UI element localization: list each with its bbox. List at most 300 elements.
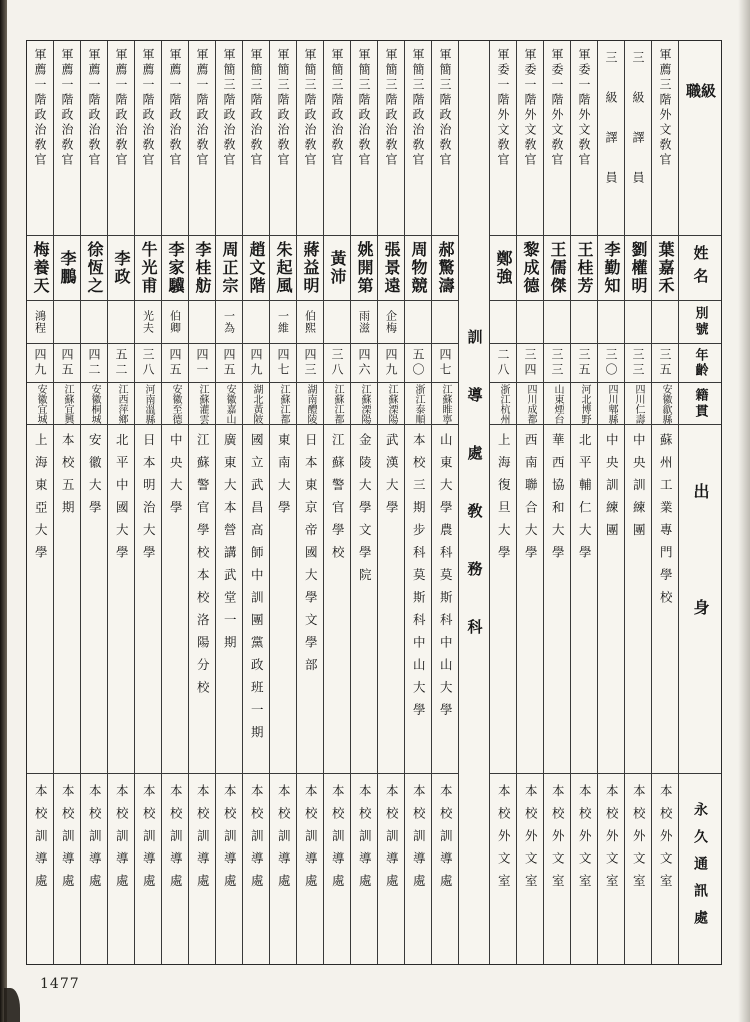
origin-cell [270, 425, 296, 774]
rank-text: 軍委一階外文敎官 [550, 48, 564, 168]
origin-cell [378, 425, 404, 774]
address-cell [432, 774, 458, 964]
native-place-cell [135, 383, 161, 425]
rank-cell [297, 41, 323, 236]
native-place-cell [571, 383, 597, 425]
rank-text: 三級譯員 [631, 51, 645, 211]
rank-text: 軍簡三階政治敎官 [222, 48, 236, 168]
origin-text: 中央訓練團 [631, 433, 647, 546]
person-column [27, 41, 54, 964]
alias-cell [189, 301, 215, 344]
address-text: 本校訓導處 [222, 784, 238, 897]
person-name: 李家驥 [166, 241, 185, 295]
age-cell [54, 344, 80, 383]
rank-text: 軍薦三階外文敎官 [658, 48, 672, 168]
address-text: 本校訓導處 [438, 784, 454, 897]
rank-cell [162, 41, 188, 236]
origin-cell [108, 425, 134, 774]
alias-cell [270, 301, 296, 344]
name-cell [81, 236, 107, 301]
age-text: 四五 [222, 348, 236, 378]
native-place-text: 安徽宜城 [35, 383, 46, 424]
person-name: 葉嘉禾 [656, 241, 675, 295]
origin-text: 國立武昌高師中訓團黨政班一期 [249, 433, 265, 748]
alias-cell [432, 301, 458, 344]
native-place-cell [517, 383, 543, 425]
native-place-cell [598, 383, 624, 425]
age-cell [490, 344, 516, 383]
person-column [378, 41, 405, 964]
alias-cell [243, 301, 269, 344]
person-column [216, 41, 243, 964]
alias-cell [625, 301, 651, 344]
person-column [162, 41, 189, 964]
address-text: 本校訓導處 [330, 784, 346, 897]
native-place-cell [81, 383, 107, 425]
person-column [405, 41, 432, 964]
rank-text: 軍委一階外文敎官 [523, 48, 537, 168]
name-cell [351, 236, 377, 301]
rank-cell [54, 41, 80, 236]
address-cell [517, 774, 543, 964]
alias-cell [108, 301, 134, 344]
address-text: 本校訓導處 [141, 784, 157, 897]
person-name: 周正宗 [220, 241, 239, 295]
alias-header-label: 別號 [692, 306, 708, 338]
native-place-text: 江蘇江都 [332, 383, 343, 424]
origin-text: 東南大學 [276, 433, 292, 523]
person-column [189, 41, 216, 964]
native-place-cell [189, 383, 215, 425]
origin-cell [54, 425, 80, 774]
native-place-text: 安徽嘉山 [224, 383, 235, 424]
origin-text: 日本明治大學 [141, 433, 157, 568]
rank-text: 軍薦一階政治敎官 [114, 48, 128, 168]
age-cell [517, 344, 543, 383]
person-name: 張景遠 [382, 241, 401, 295]
rank-text: 軍薦一階政治敎官 [141, 48, 155, 168]
alias-text: 一維 [276, 310, 290, 334]
person-column [108, 41, 135, 964]
header-label-column [679, 41, 721, 964]
address-text: 本校外文室 [496, 784, 512, 897]
age-cell [270, 344, 296, 383]
alias-cell [54, 301, 80, 344]
origin-text: 本校三期步科莫斯科中山大學 [411, 433, 427, 726]
person-name: 徐恆之 [85, 241, 104, 295]
rank-cell [27, 41, 53, 236]
origin-text: 蘇州工業專門學校 [658, 433, 674, 613]
alias-header-cell [679, 301, 721, 344]
name-cell [517, 236, 543, 301]
address-cell [81, 774, 107, 964]
address-text: 本校訓導處 [249, 784, 265, 897]
alias-cell [490, 301, 516, 344]
alias-cell [216, 301, 242, 344]
origin-text: 上海復旦大學 [496, 433, 512, 568]
alias-cell [135, 301, 161, 344]
age-text: 三〇 [604, 348, 618, 378]
person-column [625, 41, 652, 964]
person-column [571, 41, 598, 964]
native-place-text: 江蘇宜興 [62, 383, 73, 424]
origin-text: 中央大學 [168, 433, 184, 523]
name-cell [162, 236, 188, 301]
native-place-text: 江蘇江都 [278, 383, 289, 424]
address-cell [216, 774, 242, 964]
person-name: 周物競 [409, 241, 428, 295]
address-cell [189, 774, 215, 964]
rank-cell [324, 41, 350, 236]
native-place-cell [432, 383, 458, 425]
address-cell [598, 774, 624, 964]
origin-text: 北平中國大學 [114, 433, 130, 568]
alias-cell [351, 301, 377, 344]
name-cell [135, 236, 161, 301]
alias-cell [405, 301, 431, 344]
age-text: 三五 [658, 348, 672, 378]
origin-cell [243, 425, 269, 774]
alias-cell [378, 301, 404, 344]
origin-cell [324, 425, 350, 774]
rank-cell [81, 41, 107, 236]
age-cell [27, 344, 53, 383]
alias-cell [598, 301, 624, 344]
age-cell [625, 344, 651, 383]
person-column [243, 41, 270, 964]
person-column [270, 41, 297, 964]
native-place-text: 浙江杭州 [498, 383, 509, 424]
rank-text: 三級譯員 [604, 51, 618, 211]
address-text: 本校外文室 [604, 784, 620, 897]
origin-text: 本校五期 [60, 433, 76, 523]
age-text: 四五 [168, 348, 182, 378]
origin-text: 江蘇警官學校 [330, 433, 346, 568]
rank-cell [351, 41, 377, 236]
age-cell [135, 344, 161, 383]
age-header-label: 年齡 [692, 348, 708, 378]
native-place-cell [162, 383, 188, 425]
person-column [598, 41, 625, 964]
native-place-cell [297, 383, 323, 425]
rank-text: 軍簡三階政治敎官 [411, 48, 425, 168]
address-cell [490, 774, 516, 964]
address-cell [378, 774, 404, 964]
address-cell [270, 774, 296, 964]
address-text: 本校外文室 [550, 784, 566, 897]
origin-cell [135, 425, 161, 774]
rank-cell [216, 41, 242, 236]
name-cell [324, 236, 350, 301]
native-place-text: 四川成都 [525, 383, 536, 424]
age-text: 四七 [276, 348, 290, 378]
alias-text: 一為 [222, 310, 236, 334]
rank-text: 軍薦一階政治敎官 [87, 48, 101, 168]
native-place-cell [54, 383, 80, 425]
rank-header-label: 級職 [684, 83, 717, 168]
address-text: 本校外文室 [631, 784, 647, 897]
scan-corner-artifact [4, 988, 20, 1022]
name-cell [297, 236, 323, 301]
age-text: 四九 [249, 348, 263, 378]
alias-cell [297, 301, 323, 344]
alias-cell [571, 301, 597, 344]
age-text: 四九 [384, 348, 398, 378]
rank-text: 軍簡三階政治敎官 [249, 48, 263, 168]
address-text: 本校訓導處 [303, 784, 319, 897]
rank-cell [598, 41, 624, 236]
address-header-label: 永久通訊處 [692, 801, 708, 937]
rank-text: 軍薦一階政治敎官 [33, 48, 47, 168]
address-text: 本校外文室 [523, 784, 539, 897]
name-cell [625, 236, 651, 301]
person-name: 蔣益明 [301, 241, 320, 295]
address-cell [162, 774, 188, 964]
native-place-cell [216, 383, 242, 425]
age-cell [652, 344, 678, 383]
person-name: 黃沛 [328, 250, 347, 286]
age-cell [81, 344, 107, 383]
origin-cell [405, 425, 431, 774]
native-place-text: 江蘇睢寧 [440, 383, 451, 424]
address-text: 本校訓導處 [60, 784, 76, 897]
native-place-text: 江蘇溧陽 [386, 383, 397, 424]
age-text: 四二 [87, 348, 101, 378]
origin-cell [27, 425, 53, 774]
origin-cell [625, 425, 651, 774]
rank-cell [405, 41, 431, 236]
name-cell [571, 236, 597, 301]
origin-cell [517, 425, 543, 774]
name-cell [108, 236, 134, 301]
native-place-text: 浙江泰順 [413, 383, 424, 424]
age-cell [432, 344, 458, 383]
address-cell [108, 774, 134, 964]
person-column [81, 41, 108, 964]
age-text: 五〇 [411, 348, 425, 378]
alias-cell [27, 301, 53, 344]
rank-text: 軍薦一階政治敎官 [60, 48, 74, 168]
scan-edge-artifact [0, 0, 7, 1022]
name-cell [243, 236, 269, 301]
age-cell [351, 344, 377, 383]
address-cell [652, 774, 678, 964]
alias-cell [81, 301, 107, 344]
age-text: 三四 [523, 348, 537, 378]
person-column [432, 41, 459, 964]
address-header-cell [679, 774, 721, 964]
native-place-text: 湖北黃陂 [251, 383, 262, 424]
age-cell [378, 344, 404, 383]
rank-cell [270, 41, 296, 236]
native-place-cell [378, 383, 404, 425]
origin-cell [189, 425, 215, 774]
origin-text: 江蘇警官學校本校洛陽分校 [195, 433, 211, 703]
alias-cell [324, 301, 350, 344]
origin-text: 山東大學農科莫斯科中山大學 [438, 433, 454, 726]
origin-cell [297, 425, 323, 774]
origin-cell [544, 425, 570, 774]
origin-text: 華西協和大學 [550, 433, 566, 568]
alias-cell [544, 301, 570, 344]
origin-text: 武漢大學 [384, 433, 400, 523]
person-name: 王桂芳 [575, 241, 594, 295]
person-name: 黎成德 [521, 241, 540, 295]
native-place-cell [351, 383, 377, 425]
origin-header-label: 出身 [691, 483, 710, 715]
origin-text: 廣東大本營講武堂一期 [222, 433, 238, 658]
native-place-cell [108, 383, 134, 425]
rank-text: 軍簡三階政治敎官 [330, 48, 344, 168]
rank-cell [517, 41, 543, 236]
address-cell [405, 774, 431, 964]
native-place-text: 湖南醴陵 [305, 383, 316, 424]
address-cell [571, 774, 597, 964]
rank-cell [243, 41, 269, 236]
rank-cell [189, 41, 215, 236]
rank-cell [490, 41, 516, 236]
age-cell [297, 344, 323, 383]
person-column [490, 41, 517, 964]
native-place-cell [544, 383, 570, 425]
person-column [324, 41, 351, 964]
alias-cell [162, 301, 188, 344]
age-cell [571, 344, 597, 383]
address-text: 本校訓導處 [357, 784, 373, 897]
address-cell [135, 774, 161, 964]
address-text: 本校訓導處 [114, 784, 130, 897]
alias-text: 伯熙 [303, 310, 317, 334]
address-text: 本校訓導處 [33, 784, 49, 897]
native-place-cell [490, 383, 516, 425]
origin-cell [216, 425, 242, 774]
name-cell [270, 236, 296, 301]
address-text: 本校訓導處 [276, 784, 292, 897]
age-cell [243, 344, 269, 383]
person-name: 王儒傑 [548, 241, 567, 295]
native-place-text: 安徽歙縣 [660, 383, 671, 424]
section-label: 訓導處敎務科 [465, 328, 484, 677]
person-column [135, 41, 162, 964]
origin-text: 日本東京帝國大學文學部 [303, 433, 319, 681]
rank-cell [652, 41, 678, 236]
origin-cell [432, 425, 458, 774]
person-name: 郝驚濤 [436, 241, 455, 295]
native-place-header-cell [679, 383, 721, 425]
person-name: 李勤知 [602, 241, 621, 295]
rank-cell [544, 41, 570, 236]
age-cell [598, 344, 624, 383]
person-column [297, 41, 324, 964]
rank-text: 軍委一階外文敎官 [577, 48, 591, 168]
age-text: 四九 [33, 348, 47, 378]
name-cell [652, 236, 678, 301]
person-name: 姚開第 [355, 241, 374, 295]
native-place-cell [625, 383, 651, 425]
person-name: 李鵬 [58, 250, 77, 286]
address-text: 本校外文室 [658, 784, 674, 897]
age-text: 四三 [303, 348, 317, 378]
person-name: 梅養天 [31, 241, 50, 295]
age-text: 三八 [141, 348, 155, 378]
person-name: 朱起風 [274, 241, 293, 295]
rank-text: 軍簡三階政治敎官 [357, 48, 371, 168]
native-place-text: 江蘇溧陽 [359, 383, 370, 424]
person-column [54, 41, 81, 964]
origin-header-cell [679, 425, 721, 774]
origin-text: 安徽大學 [87, 433, 103, 523]
address-text: 本校訓導處 [168, 784, 184, 897]
native-place-text: 安徽桐城 [89, 383, 100, 424]
age-text: 三八 [330, 348, 344, 378]
native-place-text: 四川仁壽 [633, 383, 644, 424]
age-text: 二八 [496, 348, 510, 378]
native-place-text: 河北博野 [579, 383, 590, 424]
address-cell [243, 774, 269, 964]
age-cell [108, 344, 134, 383]
age-text: 五二 [114, 348, 128, 378]
age-text: 四七 [438, 348, 452, 378]
address-text: 本校訓導處 [87, 784, 103, 897]
address-cell [27, 774, 53, 964]
native-place-cell [405, 383, 431, 425]
native-place-text: 四川郫縣 [606, 383, 617, 424]
person-column [351, 41, 378, 964]
name-cell [432, 236, 458, 301]
native-place-cell [652, 383, 678, 425]
person-name: 鄭強 [494, 250, 513, 286]
name-cell [405, 236, 431, 301]
rank-cell [571, 41, 597, 236]
name-header-label: 姓名 [691, 245, 710, 291]
age-text: 三三 [550, 348, 564, 378]
age-cell [324, 344, 350, 383]
person-name: 牛光甫 [139, 241, 158, 295]
age-text: 三五 [577, 348, 591, 378]
native-place-text: 江西萍鄉 [116, 383, 127, 424]
native-place-text: 江蘇灌雲 [197, 383, 208, 424]
person-name: 李桂舫 [193, 241, 212, 295]
origin-cell [490, 425, 516, 774]
name-cell [189, 236, 215, 301]
origin-cell [598, 425, 624, 774]
address-text: 本校外文室 [577, 784, 593, 897]
address-cell [324, 774, 350, 964]
address-text: 本校訓導處 [411, 784, 427, 897]
alias-text: 雨滋 [357, 310, 371, 334]
native-place-cell [243, 383, 269, 425]
address-text: 本校訓導處 [384, 784, 400, 897]
name-cell [27, 236, 53, 301]
native-place-header-label: 籍貫 [692, 387, 708, 420]
person-name: 趙文階 [247, 241, 266, 295]
rank-cell [625, 41, 651, 236]
native-place-text: 安徽至德 [170, 383, 181, 424]
rank-text: 軍薦一階政治敎官 [168, 48, 182, 168]
person-name: 李政 [112, 250, 131, 286]
name-cell [490, 236, 516, 301]
alias-text: 伯卿 [168, 310, 182, 334]
age-text: 四五 [60, 348, 74, 378]
person-column [517, 41, 544, 964]
address-cell [544, 774, 570, 964]
alias-text: 企梅 [384, 310, 398, 334]
address-text: 本校訓導處 [195, 784, 211, 897]
origin-cell [652, 425, 678, 774]
alias-text: 光夫 [141, 310, 155, 334]
age-cell [544, 344, 570, 383]
alias-text: 鴻程 [33, 310, 47, 334]
